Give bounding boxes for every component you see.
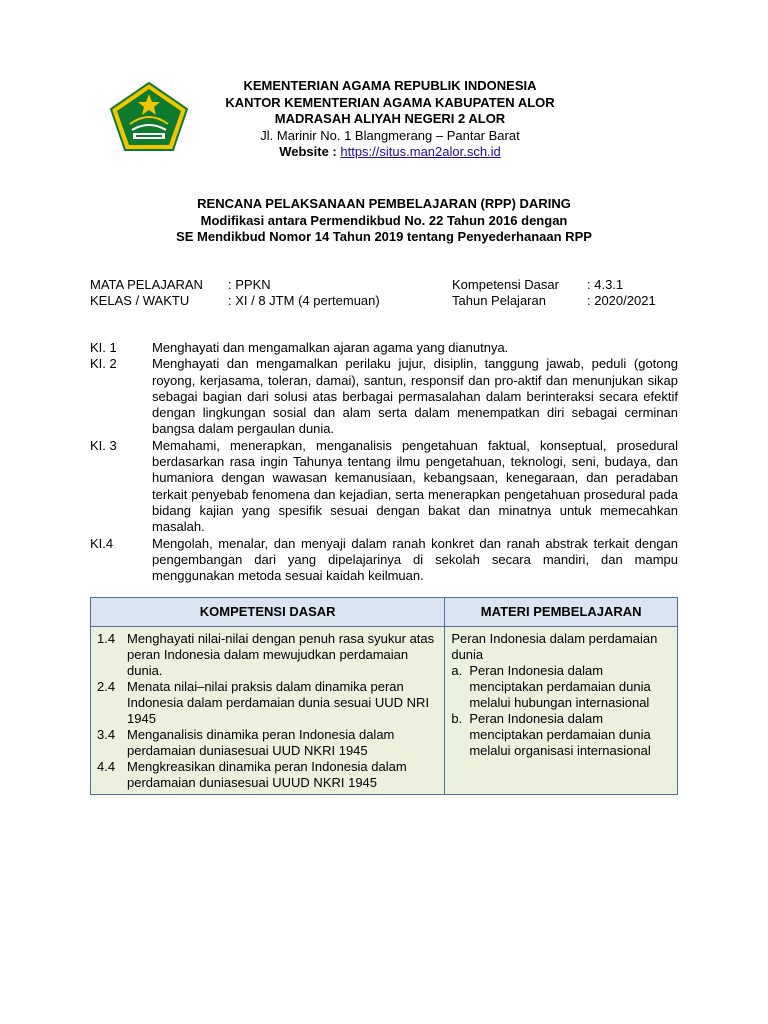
materi-cell — [445, 627, 678, 795]
kd-column-header: KOMPETENSI DASAR — [91, 598, 445, 627]
tahun-label: Tahun Pelajaran — [452, 293, 546, 308]
materi-column-header: MATERI PEMBELAJARAN — [445, 598, 678, 627]
kd-text: Menganalisis dinamika peran Indonesia dalam perdamaian duniasesuai UUD NKRI 1945 — [127, 727, 395, 758]
materi-text: Peran Indonesia dalam menciptakan perdamaian dunia melalui organisasi internasional — [469, 711, 651, 758]
ki-item — [90, 340, 678, 356]
school-name: MADRASAH ALIYAH NEGERI 2 ALOR — [274, 111, 506, 126]
mapel-value: : PPKN — [228, 277, 271, 292]
kd-number: 2.4 — [97, 679, 116, 694]
office-name: KANTOR KEMENTERIAN AGAMA KABUPATEN ALOR — [225, 94, 555, 110]
kd-item — [97, 679, 438, 727]
kd-item — [97, 759, 438, 791]
kd-number: 4.4 — [97, 759, 116, 774]
ki-code: KI.4 — [90, 535, 114, 551]
ki-text: Mengolah, menalar, dan menyaji dalam ranah konkret dan ranah abstrak terkait dengan pengembangan dari yang dipelajarinya di sekolah secara mandiri, dan mampu menggunakan metoda sesuai kaidah keilmuan. — [152, 535, 678, 584]
table-header-row — [91, 598, 678, 627]
kelas-value: : XI / 8 JTM (4 pertemuan) — [228, 293, 380, 308]
kd-item — [97, 727, 438, 759]
materi-item — [451, 663, 671, 711]
ki-code: KI. 1 — [90, 340, 117, 355]
table-row — [91, 627, 678, 795]
ki-item — [90, 536, 678, 585]
kd-text: Menghayati nilai-nilai dengan penuh rasa syukur atas peran Indonesia dalam mewujudkan perdamaian dunia. — [127, 631, 435, 678]
materi-text: Peran Indonesia dalam menciptakan perdamaian dunia melalui hubungan internasional — [469, 663, 651, 710]
institution-header — [190, 78, 590, 161]
ki-text: Menghayati dan mengamalkan perilaku jujur, disiplin, tanggung jawab, peduli (gotong royong, kerjasama, toleran, damai), santun, responsif dan pro-aktif dan menunjukan sikap sebagai bagian dari solusi atas berbagai permasalahan dalam berinteraksi secara efektif dengan lingkungan sosial dan alam serta dalam menempatkan diri sebagai cerminan bangsa dalam pergaulan dunia. — [152, 356, 678, 437]
materi-letter: b. — [451, 711, 463, 726]
kd-cell — [91, 627, 445, 795]
kd-text: Menata nilai–nilai praksis dalam dinamika peran Indonesia dalam perdamaian dunia sesuai UUD NRI 1945 — [127, 679, 430, 726]
ministry-name: KEMENTERIAN AGAMA REPUBLIK INDONESIA — [243, 78, 537, 93]
mapel-label: MATA PELAJARAN — [90, 277, 203, 292]
ki-text: Menghayati dan mengamalkan ajaran agama yang dianutnya. — [152, 340, 509, 355]
materi-item — [451, 711, 671, 759]
core-competency-list — [90, 340, 678, 584]
ki-code: KI. 2 — [90, 356, 117, 372]
competency-table — [90, 597, 678, 795]
kelas-label: KELAS / WAKTU — [90, 293, 190, 308]
materi-intro: Peran Indonesia dalam perdamaian dunia — [451, 631, 658, 662]
kd-text: Mengkreasikan dinamika peran Indonesia dalam perdamaian duniasesuai UUUD NKRI 1945 — [127, 759, 407, 790]
kd-number: 1.4 — [97, 631, 116, 646]
kd-label: Kompetensi Dasar — [452, 277, 559, 292]
title-line-2: Modifikasi antara Permendikbud No. 22 Tahun 2016 dengan — [200, 212, 568, 228]
kd-value: : 4.3.1 — [587, 277, 624, 292]
kd-item — [97, 631, 438, 679]
document-title — [90, 196, 678, 246]
ki-item — [90, 438, 678, 536]
ki-item — [90, 356, 678, 437]
school-address: Jl. Marinir No. 1 Blangmerang – Pantar Barat — [260, 127, 520, 143]
website-line — [190, 144, 590, 161]
kd-number: 3.4 — [97, 727, 116, 742]
title-line-1: RENCANA PELAKSANAAN PEMBELAJARAN (RPP) DARING — [197, 196, 571, 211]
title-line-3: SE Mendikbud Nomor 14 Tahun 2019 tentang Penyederhanaan RPP — [176, 229, 592, 244]
ki-code: KI. 3 — [90, 437, 117, 453]
tahun-value: : 2020/2021 — [587, 293, 656, 308]
website-label: Website : — [279, 144, 341, 159]
kemenag-logo-icon — [108, 80, 190, 154]
ki-text: Memahami, menerapkan, menganalisis pengetahuan faktual, konseptual, prosedural berdasarkan rasa ingin Tahunya tentang ilmu pengetahuan, teknologi, seni, budaya, dan humaniora dengan wawasan kemanusiaan, kebangsaan, kenegaraan, dan peradaban terkait penyebab fenomena dan kejadian, serta menerapkan pengetahuan prosedural pada bidang kajian yang spesifik sesuai dengan bakat dan minatnya untuk memecahkan masalah. — [152, 437, 678, 535]
materi-letter: a. — [451, 663, 463, 678]
website-link[interactable]: https://situs.man2alor.sch.id — [340, 144, 501, 159]
